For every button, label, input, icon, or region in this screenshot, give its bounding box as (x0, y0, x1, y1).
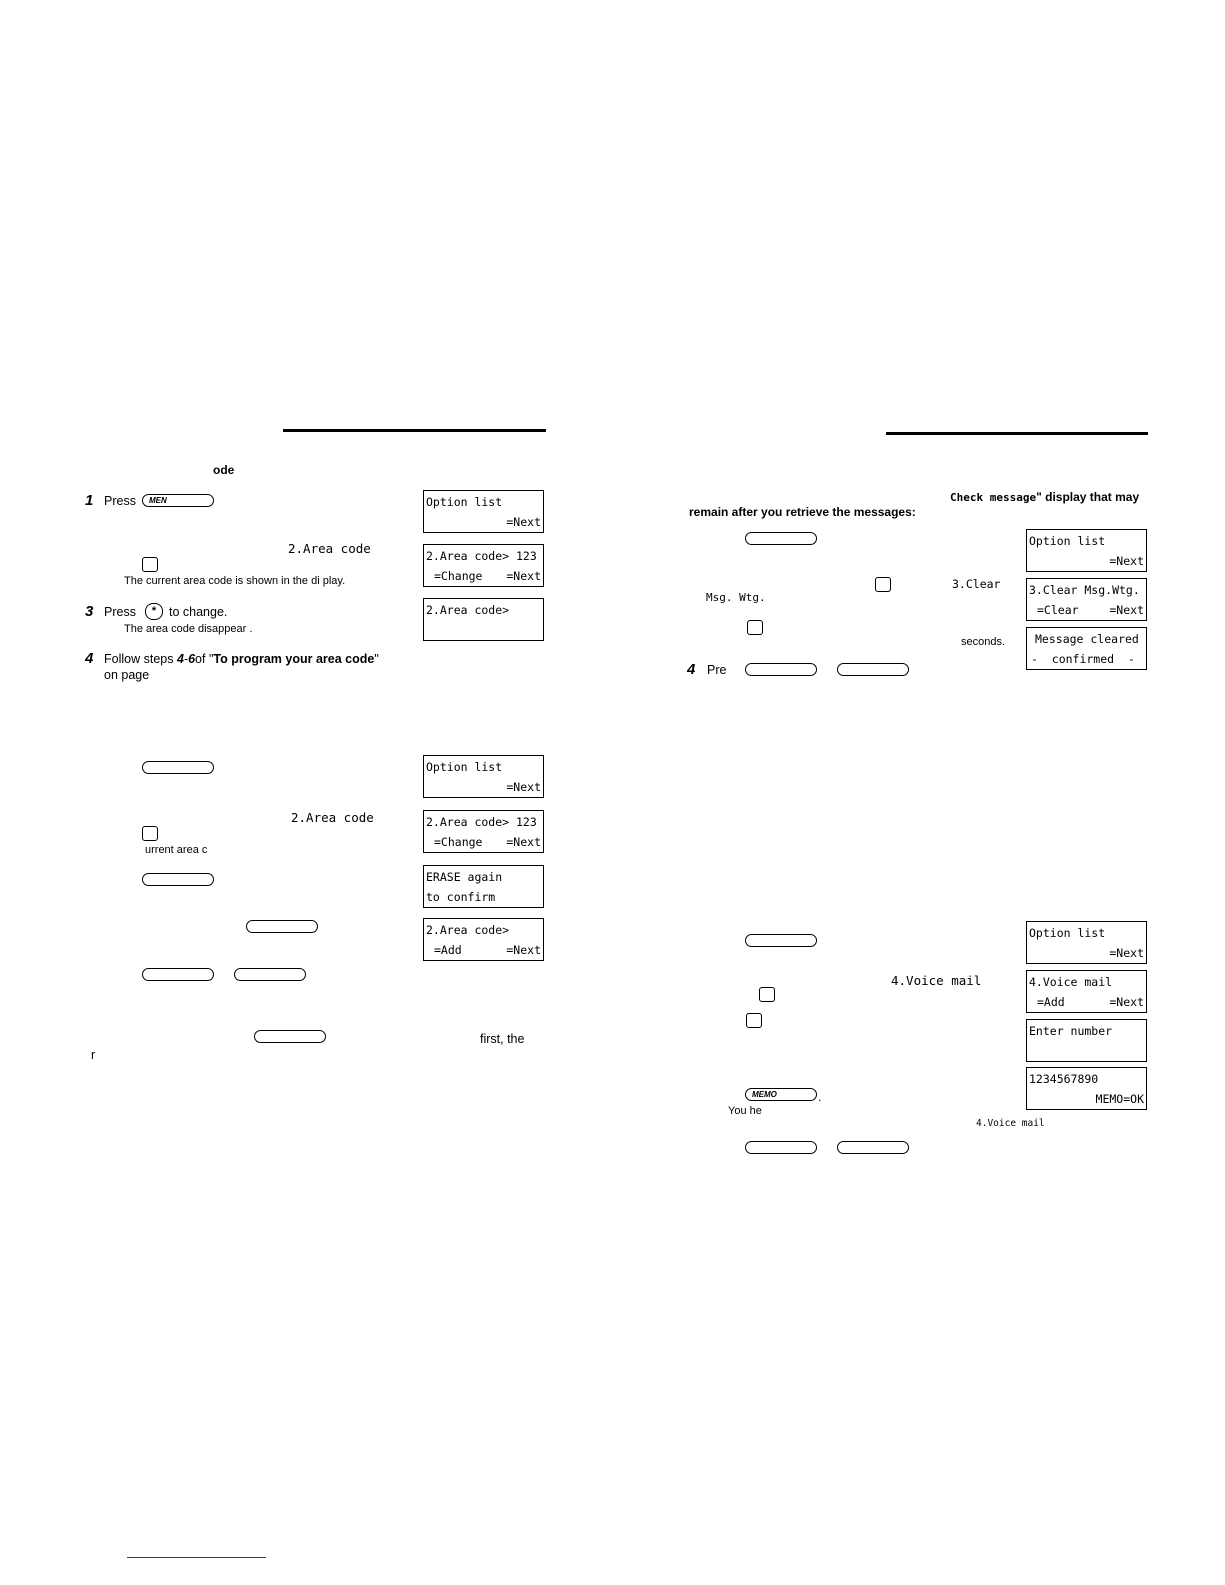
lcd-left-4 (423, 755, 544, 798)
lcd-right-1 (1026, 529, 1147, 572)
ref-clear: 3.Clear (952, 577, 1001, 591)
release-button-r2[interactable] (745, 1141, 817, 1154)
lcd-line-2: MEMO=OK (1095, 1092, 1144, 1106)
lcd-line-2: =Next (506, 780, 541, 794)
memo-period: . (818, 1090, 822, 1104)
step-4-text-c: " (374, 652, 379, 666)
step-3-text-b: to change. (169, 605, 228, 619)
lcd-line-1: Option list (426, 760, 503, 774)
add-key-r2[interactable] (746, 1013, 762, 1028)
lcd-line-2b: =Next (506, 835, 541, 849)
memo-button-label: MEMO (752, 1090, 777, 1099)
memo-button[interactable] (745, 1088, 817, 1101)
step-4-dash: - (183, 652, 189, 666)
step-number-3: 3 (85, 603, 94, 620)
step-3-text-a: Press (104, 605, 136, 619)
step-4-text-a: Follow steps (104, 652, 174, 666)
lcd-line-2a: =Change (434, 835, 483, 849)
left-section-heading: ode (213, 463, 235, 477)
intro-line-1 (950, 490, 1139, 505)
intro-ref: Check message (950, 491, 1037, 504)
release-button-r1[interactable] (745, 663, 817, 676)
next-key[interactable] (142, 557, 158, 572)
right-header-rule (886, 432, 1148, 435)
lcd-line-1: Option list (1029, 534, 1106, 548)
left-header-rule (283, 429, 546, 432)
star-key[interactable] (145, 603, 163, 620)
lcd-line-1: ERASE again (426, 870, 503, 884)
lcd-right-2 (1026, 578, 1147, 621)
lcd-line-2a: =Change (434, 569, 483, 583)
lcd-line-2a: =Clear (1037, 603, 1079, 617)
lcd-line-1: Option list (426, 495, 503, 509)
erase-button[interactable] (142, 873, 214, 886)
erase-button-2[interactable] (246, 920, 318, 933)
next-key-r2[interactable] (759, 987, 775, 1002)
step-number-4: 4 (85, 650, 94, 667)
lcd-line-1: Enter number (1029, 1024, 1113, 1038)
next-key-r1[interactable] (875, 577, 891, 592)
lcd-right-3 (1026, 627, 1147, 670)
lcd-line-1: 2.Area code> (426, 603, 510, 617)
sec2-right-note: You he (728, 1105, 762, 1117)
sec2-last-a: first, the (480, 1032, 525, 1046)
step-4-line (104, 652, 379, 666)
lcd-left-2 (423, 544, 544, 587)
step-4-line-2: on page (104, 668, 150, 682)
seconds-text: seconds. (961, 636, 1006, 648)
sec2-right-ref-small: 4.Voice mail (976, 1118, 1045, 1129)
lcd-right-5 (1026, 970, 1147, 1013)
lcd-line-2a: =Add (434, 943, 462, 957)
sec2-note: urrent area c (145, 844, 208, 856)
lcd-line-2b: =Next (506, 569, 541, 583)
menu-button-r2[interactable] (745, 934, 817, 947)
star-key-label: * (151, 605, 157, 617)
sec2-last-b: r (91, 1048, 96, 1062)
sec2-right-display-ref: 4.Voice mail (891, 973, 982, 988)
footer-link-underline (127, 1557, 266, 1558)
step-3-note: The area code disappear . (124, 623, 253, 635)
lcd-left-5 (423, 810, 544, 853)
lcd-line-1: 1234567890 (1029, 1072, 1099, 1086)
lcd-line-2: =Next (1109, 946, 1144, 960)
lcd-left-1 (423, 490, 544, 533)
step-2-note: The current area code is shown in the di play. (124, 575, 346, 587)
step-1-text: Press (104, 494, 136, 508)
step-2-display-ref: 2.Area code (288, 541, 371, 556)
lcd-right-6 (1026, 1019, 1147, 1062)
lcd-line-2b: =Next (1109, 995, 1144, 1009)
intro-b: " display that may (1036, 490, 1140, 504)
release-button[interactable] (142, 968, 214, 981)
rls-button-r1[interactable] (837, 663, 909, 676)
ref-msg: Msg. Wtg. (706, 591, 766, 604)
lcd-left-7 (423, 918, 544, 961)
step-4-link-title[interactable]: To program your area code (213, 652, 375, 666)
lcd-right-7 (1026, 1067, 1147, 1110)
lcd-line-1: 2.Area code> (426, 923, 510, 937)
lcd-line-2: =Next (506, 515, 541, 529)
lcd-line-1: Message cleared (1035, 632, 1139, 646)
lcd-line-1: Option list (1029, 926, 1106, 940)
step-4-right-text: Pre (707, 663, 727, 677)
lcd-line-1: 3.Clear Msg.Wtg. (1029, 583, 1140, 597)
next-key-2[interactable] (142, 826, 158, 841)
step-4-steps-b: 6 (188, 652, 196, 666)
clear-key-r1[interactable] (747, 620, 763, 635)
sec2-display-ref: 2.Area code (291, 810, 374, 825)
button-last[interactable] (254, 1030, 326, 1043)
menu-button[interactable] (142, 494, 214, 507)
lcd-line-2: =Next (1109, 554, 1144, 568)
lcd-line-2: to confirm (426, 890, 496, 904)
lcd-line-1: 4.Voice mail (1029, 975, 1113, 989)
lcd-line-2b: =Next (506, 943, 541, 957)
menu-button-label: MEN (149, 496, 167, 505)
intro-line-2: remain after you retrieve the messages: (689, 505, 916, 519)
lcd-right-4 (1026, 921, 1147, 964)
lcd-line-1: 2.Area code> 123 (426, 549, 537, 563)
step-number-4-right: 4 (687, 661, 696, 678)
step-4-steps-a: 4 (176, 652, 184, 666)
lcd-line-2b: =Next (1109, 603, 1144, 617)
lcd-left-6 (423, 865, 544, 908)
rls-button-r2[interactable] (837, 1141, 909, 1154)
lcd-left-3 (423, 598, 544, 641)
menu-button-r1[interactable] (745, 532, 817, 545)
step-number-1: 1 (85, 492, 94, 509)
step-4-text-b: of " (195, 652, 214, 666)
lcd-line-2a: =Add (1037, 995, 1065, 1009)
rls-button[interactable] (234, 968, 306, 981)
lcd-line-2: - confirmed - (1031, 652, 1135, 666)
menu-button-2[interactable] (142, 761, 214, 774)
lcd-line-1: 2.Area code> 123 (426, 815, 537, 829)
